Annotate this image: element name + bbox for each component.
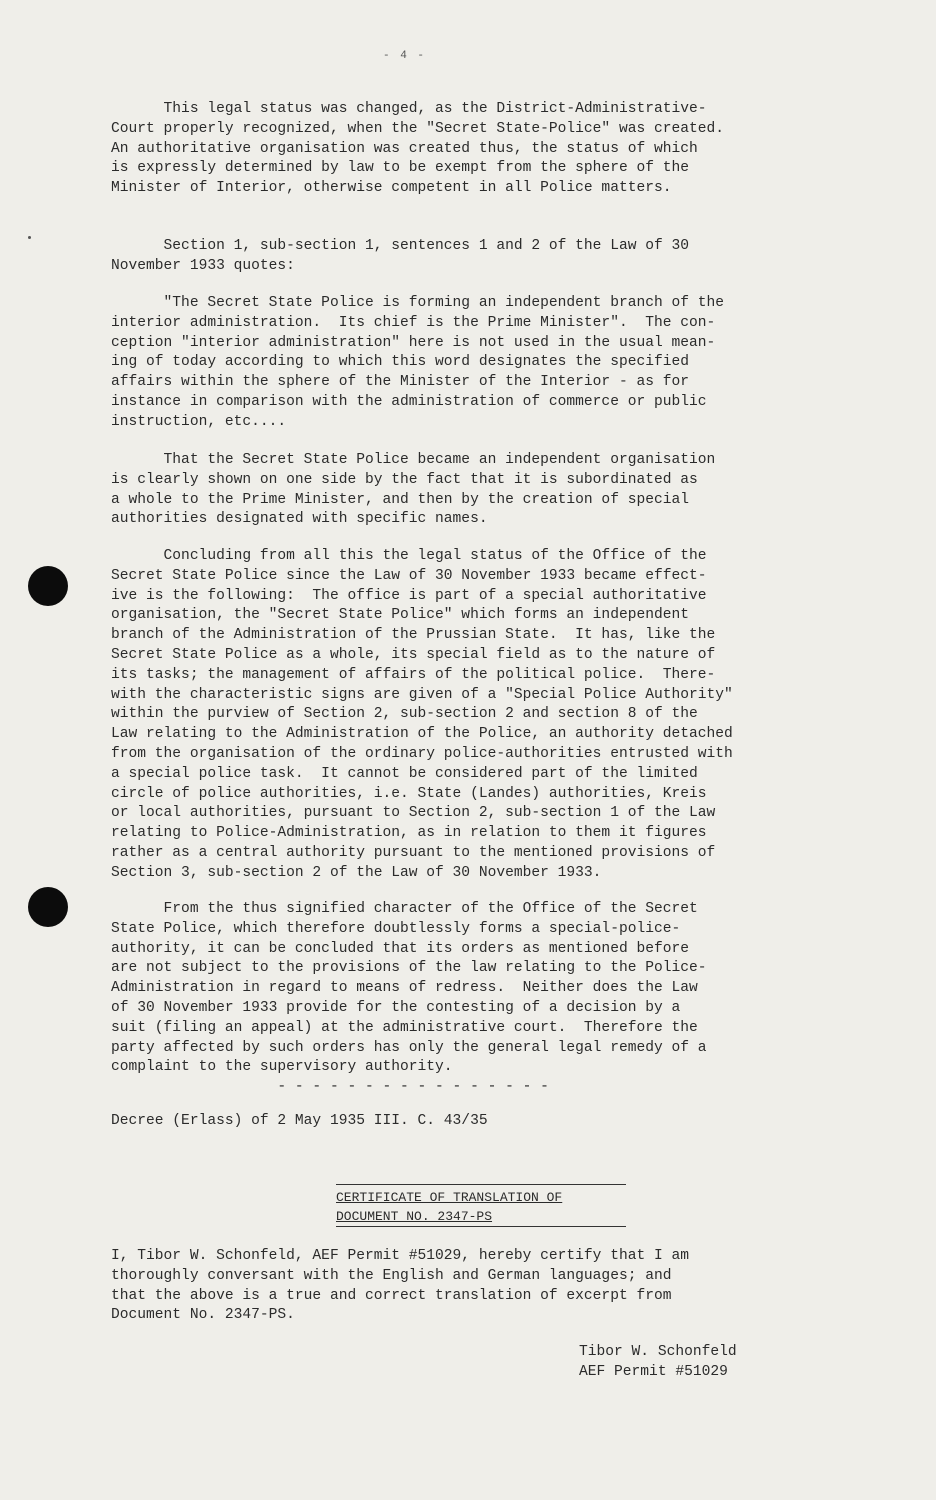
punch-hole-upper xyxy=(28,566,68,606)
certificate-heading: CERTIFICATE OF TRANSLATION OF DOCUMENT NO. 2347-PS xyxy=(336,1190,563,1224)
signature-permit: AEF Permit #51029 xyxy=(579,1364,728,1380)
certificate-top-rule xyxy=(336,1184,626,1185)
paragraph-conclusion: Concluding from all this the legal status of the Office of the Secret State Police since the Law of 30 November 1933 became effect- ive is the following: The office is part of a special authoritative organisation, the "Secret State Police" which forms an independent branch of the Administration of the Prussian State. It has, like the Secret State Police as a whole, its special field as to the nature of its tasks; the management of affairs of the political police. There- with the characteristic signs are given of a "Special Police Authority" within the purview of Section 2, sub-section 2 and section 8 of the Law relating to the Administration of the Police, an authority detached from the organisation of the ordinary police-authorities entrusted with a special police task. It cannot be considered part of the limited circle of police authorities, i.e. State (Landes) authorities, Kreis or local authorities, pursuant to Section 2, sub-section 1 of the Law relating to Police-Administration, as in relation to them it figures rather as a central authority pursuant to the mentioned provisions of Section 3, sub-section 2 of the Law of 30 November 1933. xyxy=(111,548,733,881)
paragraph-quotation: "The Secret State Police is forming an independent branch of the interior administration. Its chief is the Prime Minister". The con- ception "interior administration" here is not used in the usual mean- ing of today according to which this word designates the specified affairs within the sphere of the Minister of the Interior - as for instance in comparison with the administration of commerce or public instruction, etc.... xyxy=(111,295,725,430)
signature-name: Tibor W. Schonfeld xyxy=(579,1344,737,1360)
paragraph-legal-status: This legal status was changed, as the District-Administrative- Court properly recognized, when the "Secret State-Police" was created. An authoritative organisation was created thus, the status of which is expressly determined by law to be exempt from the sphere of the Minister of Interior, otherwise competent in all Police matters. xyxy=(111,101,725,197)
punch-hole-lower xyxy=(28,887,68,927)
paragraph-section-reference: Section 1, sub-section 1, sentences 1 and 2 of the Law of 30 November 1933 quotes: xyxy=(111,238,690,274)
paragraph-independent-organisation: That the Secret State Police became an independent organisation is clearly shown on one side by the fact that it is subordinated as a whole to the Prime Minister, and then by the creation of special authorities designated with specific names. xyxy=(111,452,716,528)
decree-reference: Decree (Erlass) of 2 May 1935 III. C. 43/35 xyxy=(111,1113,488,1129)
paragraph-special-police-authority: From the thus signified character of the Office of the Secret State Police, which therefore doubtlessly forms a special-police- authority, it can be concluded that its orders as mentioned before are not subject to the provisions of the law relating to the Police- Administration in regard to means of redress. Neither does the Law of 30 November 1933 provide for the contesting of a decision by a suit (filing an appeal) at the administrative court. Therefore the party affected by such orders has only the general legal remedy of a complaint to the supervisory authority. - - - - - - - - - - - - - - - - xyxy=(111,901,707,1096)
certificate-bottom-rule xyxy=(336,1226,626,1227)
certificate-body: I, Tibor W. Schonfeld, AEF Permit #51029, hereby certify that I am thoroughly conversant with the English and German languages; and that the above is a true and correct translation of excerpt from Document No. 2347-PS. xyxy=(111,1248,690,1324)
page-number: - 4 - xyxy=(383,50,427,62)
paper-speck xyxy=(28,236,31,239)
